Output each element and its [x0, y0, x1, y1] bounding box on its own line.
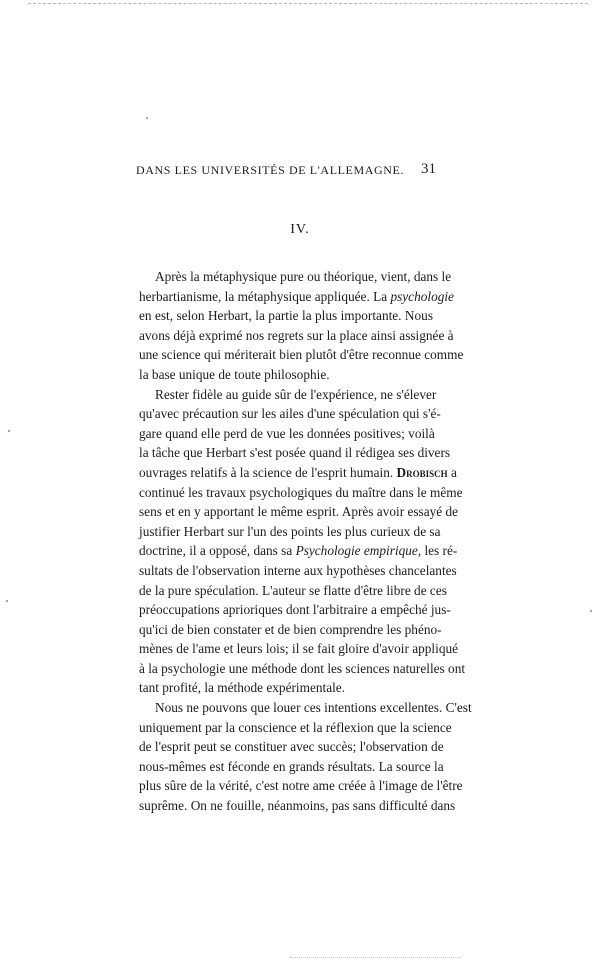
emphasis: Drobisch [396, 464, 448, 480]
text-line: nous-mêmes est féconde en grands résultats. La source la [139, 758, 444, 774]
paragraph [139, 698, 472, 816]
text-line: de la pure spéculation. L'auteur se flatte d'être libre de ces [139, 582, 447, 598]
text-line: herbartianisme, la métaphysique appliquée. La psychologie [139, 288, 454, 304]
top-edge-rule [28, 3, 588, 4]
running-head-title: DANS LES UNIVERSITÉS DE L'ALLEMAGNE. [136, 163, 405, 177]
running-head [110, 161, 436, 181]
text-line: Après la métaphysique pure ou théorique, vient, dans le [155, 269, 452, 284]
text-line: qu'ici de bien constater et de bien comprendre les phéno- [139, 621, 442, 637]
body-text [139, 267, 472, 816]
text-line: préoccupations aprioriques dont l'arbitraire a empêché jus- [139, 602, 451, 618]
text-line: Rester fidèle au guide sûr de l'expérience, ne s'élever [155, 386, 437, 402]
section-heading: IV. [290, 222, 310, 237]
text-line: en est, selon Herbart, la partie la plus importante. Nous [139, 308, 433, 324]
text-line: mènes de l'ame et leurs lois; il se fait gloire d'avoir appliqué [139, 641, 459, 657]
paragraph [139, 385, 466, 699]
text-line: sultats de l'observation interne aux hypothèses chancelantes [139, 562, 457, 578]
page-number: 31 [421, 161, 436, 177]
emphasis: Psychologie empirique [295, 543, 418, 559]
text-line: qu'avec précaution sur les ailes d'une spéculation qui s'é- [139, 406, 441, 422]
text-line: suprême. On ne fouille, néanmoins, pas sans difficulté dans [139, 798, 456, 814]
text-line: une science qui mériterait bien plutôt d'être reconnue comme [139, 347, 464, 363]
text-line: la base unique de toute philosophie. [139, 366, 330, 382]
print-speck [146, 117, 148, 119]
text-line: avons déjà exprimé nos regrets sur la place ainsi assignée à [139, 327, 454, 343]
text-line: à la psychologie une méthode dont les sciences naturelles ont [139, 660, 466, 676]
text-line: doctrine, il a opposé, dans sa Psychologie empirique, les ré- [139, 543, 458, 559]
text-line: de l'esprit peut se constituer avec succès; l'observation de [139, 739, 444, 755]
text-line: sens et en y apportant le même esprit. Après avoir essayé de [139, 504, 459, 520]
print-speck [8, 430, 10, 432]
text-line: uniquement par la conscience et la réflexion que la science [139, 719, 452, 735]
print-speck [6, 600, 8, 602]
paragraph [139, 267, 464, 385]
bottom-edge-mark [290, 957, 460, 958]
text-line: justifier Herbart sur l'un des points les plus curieux de sa [139, 523, 441, 539]
emphasis: psychologie [390, 288, 454, 304]
text-line: ouvrages relatifs à la science de l'esprit humain. Drobisch a [139, 464, 457, 480]
text-line: plus sûre de la vérité, c'est notre ame créée à l'image de l'être [139, 778, 463, 794]
text-line: tant profité, la méthode expérimentale. [139, 680, 346, 696]
text-line: gare quand elle perd de vue les données positives; voilà [139, 425, 435, 441]
text-line: Nous ne pouvons que louer ces intentions excellentes. C'est [155, 700, 472, 716]
print-speck [590, 610, 592, 612]
text-line: la tâche que Herbart s'est posée quand il rédigea ses divers [139, 445, 451, 461]
text-line: continué les travaux psychologiques du maître dans le même [139, 484, 463, 500]
